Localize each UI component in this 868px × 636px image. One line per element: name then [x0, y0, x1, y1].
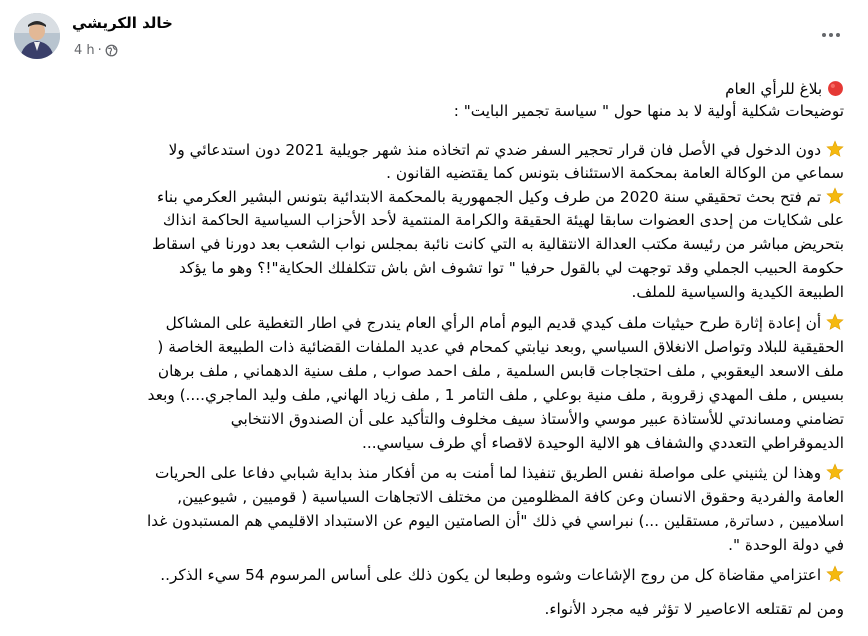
post-line	[14, 534, 844, 556]
post-line-text: بسيس , ملف المهدي زقروبة , ملف منية بوعلي , ملف التامر 1 , ملف زياد الهاني, ملف وليد الماجري....) وبعد	[147, 386, 844, 404]
post-line	[14, 209, 844, 231]
post-line-text: بتحريض مباشر من رئيسة مكتب العدالة الانتقالية به التي كانت نائبة بمجلس نواب الشعب بعد دورنا في اسقاط	[151, 235, 844, 253]
star-icon	[826, 463, 844, 481]
post-line-text: في دولة الوحدة ".	[728, 536, 844, 554]
star-icon	[826, 187, 844, 205]
post-line-text: وهذا لن يثنيني على مواصلة نفس الطريق تنفيذا لما أمنت به من أفكار منذ بداية شبابي دفاعا على الحريات	[155, 464, 822, 482]
post-line-text: على شكايات من إحدى العضوات سابقا لهيئة الحقيقة والكرامة المنتمية لأحد الأحزاب السياسية الحاكمة انذاك	[162, 211, 844, 229]
post-line	[14, 233, 844, 255]
post-line	[14, 257, 844, 279]
meta-separator: ·	[97, 43, 102, 58]
post-line	[14, 336, 844, 358]
post-line-text: توضيحات شكلية أولية لا بد منها حول " سياسة تجمير البايت" :	[453, 102, 844, 120]
post-body	[0, 72, 868, 632]
post-line	[14, 186, 844, 208]
post-time[interactable]: 4 h	[74, 43, 95, 58]
star-icon	[826, 565, 844, 583]
post-line	[14, 486, 844, 508]
post-line-text: ومن لم تقتلعه الاعاصير لا تؤثر فيه مجرد الأنواء.	[544, 600, 844, 618]
post-line	[14, 384, 844, 406]
author-name[interactable]: خالد الكريشي	[72, 14, 173, 32]
post-line-text: اعتزامي مقاضاة كل من روج الإشاعات وشوه وطبعا لن يكون ذلك على أساس المرسوم 54 سيء الذكر..	[160, 566, 822, 584]
post-line-text: الديموقراطي التعددي والشفاف هو الالية الوحيدة لاقصاء أي طرف سياسي...	[361, 434, 844, 452]
post-line-text: ملف الاسعد اليعقوبي , ملف احتجاجات قابس السلمية , ملف احمد صواب , ملف سنية الدهماني , ملف برهان	[157, 362, 844, 380]
star-icon	[826, 313, 844, 331]
more-options-button[interactable]	[818, 22, 844, 48]
post-line-text: دون الدخول في الأصل فان قرار تحجير السفر ضدي تم اتخاذه منذ شهر جويلية 2021 دون استدعائي ولا	[168, 141, 822, 159]
post-line	[14, 100, 844, 122]
post-line	[14, 139, 844, 161]
post-line-text: أن إعادة إثارة طرح حيثيات ملف كيدي قديم اليوم أمام الرأي العام يندرج في اطار التغطية على المشاكل	[165, 314, 822, 332]
avatar-photo-icon	[14, 13, 60, 59]
post-line	[14, 510, 844, 532]
post-header	[0, 0, 868, 70]
post-meta	[74, 43, 118, 58]
post-line-text: العامة والفردية وحقوق الانسان وعن كافة المظلومين من مختلف الاتجاهات السياسية ( قوميين , شيوعيين,	[177, 488, 844, 506]
post-line-text: سماعي من الوكالة العامة بمحكمة الاستئناف بتونس كما يقتضيه القانون .	[386, 164, 844, 182]
post-line	[14, 78, 844, 100]
post-line-text: بلاغ للرأي العام	[725, 80, 823, 98]
post-line-text: الطبيعة الكيدية والسياسية للملف.	[631, 283, 844, 301]
post-line	[14, 462, 844, 484]
post-line-text: تم فتح بحث تحقيقي سنة 2020 من طرف وكيل الجمهورية بالمحكمة الابتدائية بتونس البشير العكرمي بناء	[157, 188, 822, 206]
red-circle-icon	[827, 80, 844, 97]
post-line	[14, 432, 844, 454]
author-avatar[interactable]	[14, 13, 60, 59]
post-line	[14, 408, 844, 430]
star-icon	[826, 140, 844, 158]
post-line-text: الحقيقية للبلاد وتواصل الانغلاق السياسي ,وبعد نيابتي كمحام في عديد الملفات القضائية ذات الطبيعة الخاصة (	[157, 338, 844, 356]
post-line	[14, 281, 844, 303]
post-line	[14, 312, 844, 334]
post-line-text: حكومة الحبيب الجملي وقد توجهت لي بالقول حرفيا " توا تشوف اش باش تتكلفلك الحكاية"!؟ وهو ما يؤكد	[178, 259, 844, 277]
post-line-text: اسلاميين , دساترة, مستقلين ...) نبراسي في ذلك "أن الصامتين اليوم عن الاستبداد الاقليمي هم المستبدون غدا	[146, 512, 844, 530]
post-line	[14, 564, 844, 586]
post-line	[14, 598, 844, 620]
post-line	[14, 162, 844, 184]
more-options-icon	[821, 32, 841, 38]
post-line-text: تضامني ومساندتي للأستاذة عبير موسي والأستاذ سيف مخلوف والتأكيد على أن الصندوق الانتخابي	[230, 410, 844, 428]
post-line	[14, 360, 844, 382]
globe-icon[interactable]	[105, 44, 118, 57]
